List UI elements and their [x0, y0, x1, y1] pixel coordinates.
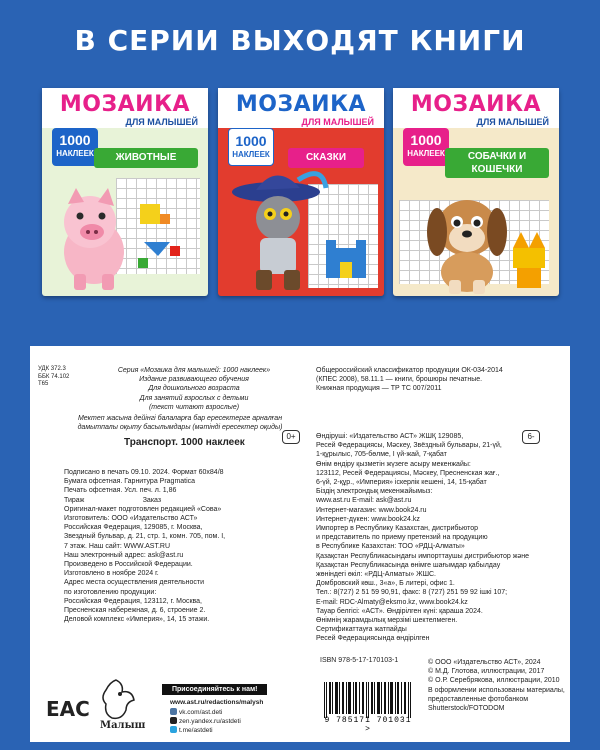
- mosaic-cat-shapes: [503, 218, 555, 292]
- cover-subtitle: ДЛЯ МАЛЫШЕЙ: [125, 117, 198, 127]
- sticker-count-badge: [228, 128, 274, 166]
- print-details: Подписано в печать 09.10. 2024. Формат 60x84/8 Бумага офсетная. Гарнитура Pragmatica Печать офсетная. Усл. печ. л. 1,86 Тираж Заказ Оригинал-макет подготовлен редакцией «Сова» Изготовитель: ООО «Издательство АСТ» Российская Федерация, 129085, г. Москва, Звездный бульвар, д. 21, стр. 1, комн. 705, пом. I, 7 этаж. Наш сайт: WWW.AST.RU Наш электронный адрес: ask@ast.ru Произведено в Российской Федерации. Изготовлено в ноябре 2024 г. Адрес места осуществления деятельности по изготовлению продукции: Российская Федерация, 123112, г. Москва, Пресненская набережная, д. 6, строение 2. Деловой комплекс «Империя», 14, 15 этажи.: [64, 469, 226, 624]
- series-info: Серия «Мозаика для малышей: 1000 наклеек» Издание развивающего обучения Для дошкольного возраста Для занятий взрослых с детьми (текст читают взрослые): [117, 367, 271, 411]
- mosaic-castle-shapes: [320, 238, 380, 288]
- sticker-count: 1000: [235, 133, 267, 149]
- social-link-label: vk.com/ast.deti: [179, 709, 223, 716]
- publisher-logo-text: Малыш: [100, 720, 146, 731]
- age-rating-left: 0+: [282, 430, 300, 444]
- zen-icon: [170, 717, 177, 724]
- cover-topic: СКАЗКИ: [288, 148, 364, 168]
- product-classifier: Общероссийский классификатор продукции ОК-034-2014 (КПЕС 2008), 58.11.1 — книги, брошюры печатные. Книжная продукция — ТР ТС 007/2011: [316, 367, 503, 393]
- sticker-word: НАКЛЕЕК: [56, 149, 94, 158]
- isbn: ISBN 978-5-17-170103-1: [320, 657, 399, 664]
- eac-mark-text: EAC: [46, 697, 90, 721]
- social-header: Присоединяйтесь к нам!: [162, 684, 267, 695]
- cover-title: МОЗАИКА: [59, 92, 191, 117]
- classification-codes: УДК 372.3 ББК 74.102 Т65: [38, 366, 70, 387]
- age-rating-right: 6-: [522, 430, 540, 444]
- book-cover-fairy-tales: [218, 88, 384, 296]
- imprint-panel: [30, 346, 570, 742]
- telegram-icon: [170, 726, 177, 733]
- sticker-count-badge: [403, 128, 449, 166]
- social-link-label: zen.yandex.ru/astdeti: [179, 718, 241, 725]
- sticker-count-badge: [52, 128, 98, 166]
- barcode-digits: 9 785171 701031 >: [324, 716, 412, 734]
- cover-subtitle: ДЛЯ МАЛЫШЕЙ: [476, 117, 549, 127]
- social-url[interactable]: www.ast.ru/redactions/malysh: [170, 699, 264, 706]
- isbn-barcode: [320, 674, 416, 734]
- social-link-telegram[interactable]: [170, 726, 213, 735]
- book-cover-animals: [42, 88, 208, 296]
- cover-title: МОЗАИКА: [410, 92, 542, 117]
- barcode-bars: [324, 682, 412, 718]
- eac-mark-icon: [44, 694, 90, 722]
- social-link-zen[interactable]: [170, 717, 241, 726]
- mosaic-fish-shapes: [130, 198, 200, 278]
- cover-subtitle: ДЛЯ МАЛЫШЕЙ: [301, 117, 374, 127]
- book-cover-dogs-cats: [393, 88, 559, 296]
- vk-icon: [170, 708, 177, 715]
- publisher-logo-icon: [96, 676, 156, 732]
- sticker-word: НАКЛЕЕК: [407, 149, 445, 158]
- sticker-count: 1000: [410, 132, 442, 148]
- cover-topic: ЖИВОТНЫЕ: [94, 148, 198, 168]
- cover-topic: СОБАЧКИ И КОШЕЧКИ: [445, 148, 549, 178]
- sticker-word: НАКЛЕЕК: [232, 150, 270, 159]
- sticker-count: 1000: [59, 132, 91, 148]
- kazakh-manufacturer-info: Өндіруші: «Издательство АСТ» ЖШҚ 129085, Ресей Федерациясы, Мәскеу, Звёздный бульвары, 21-үй, 1-құрылыс, 705-бөлме, I үй-жай, 7-қабат Өнім өндіру қызметін жүзеге асыру мекенжайы: 123112, Ресей Федерациясы, Мәскеу, Пресненская жағ., 6-үй, 2-құр., «Империя» іскерлік кешені, 14, 15-қабат Біздің электрондық мекенжайымыз: www.ast.ru E-mail: ask@ast.ru Интернет-магазин: www.book24.ru Интернет-дүкен: www.book24.kz Импортер в Республику Казахстан, дистрибьютор и представитель по приему претензий на продукцию в Республике Казахстан: ТОО «РДЦ-Алматы» Қазақстан Республикасындағы импорттаушы дистрибьютор және Қазақстан Республикасында өнімге шағымдар қабылдау жөніндегі өкіл: «РДЦ-Алматы» ЖШС. Домбровский көш., 3«а», Б литері, офис 1. Тел.: 8(727) 2 51 59 90,91, факс: 8 (727) 251 59 92 ішкі 107; E-mail: RDC-Almaty@eksmo.kz, www.book24.kz Тауар белгісі: «АСТ». Өндірілген күні: қараша 2024. Өнімнің жарамдылық мерзімі шектелмеген. Сертификаттауға жатпайды Ресей Федерациясында өндірілген: [316, 433, 530, 643]
- product-title: Транспорт. 1000 наклеек: [124, 437, 245, 448]
- series-headline: В СЕРИИ ВЫХОДЯТ КНИГИ: [74, 24, 526, 57]
- copyright-credits: © ООО «Издательство АСТ», 2024 © М.Д. Глотова, иллюстрации, 2017 © О.Р. Серебрякова, иллюстрации, 2010 В оформлении использованы материалы, предоставленные фотобанком Shutterstock/FOTODOM: [428, 659, 565, 713]
- social-link-vk[interactable]: [170, 708, 222, 717]
- cover-title: МОЗАИКА: [235, 92, 367, 117]
- kazakh-note: Мектеп жасына дейінгі балаларға бар ересектерге арналған дамытпалы оқыту басылымдары (мәтінді ересектер оқиды): [77, 415, 283, 432]
- social-link-label: t.me/astdeti: [179, 727, 213, 734]
